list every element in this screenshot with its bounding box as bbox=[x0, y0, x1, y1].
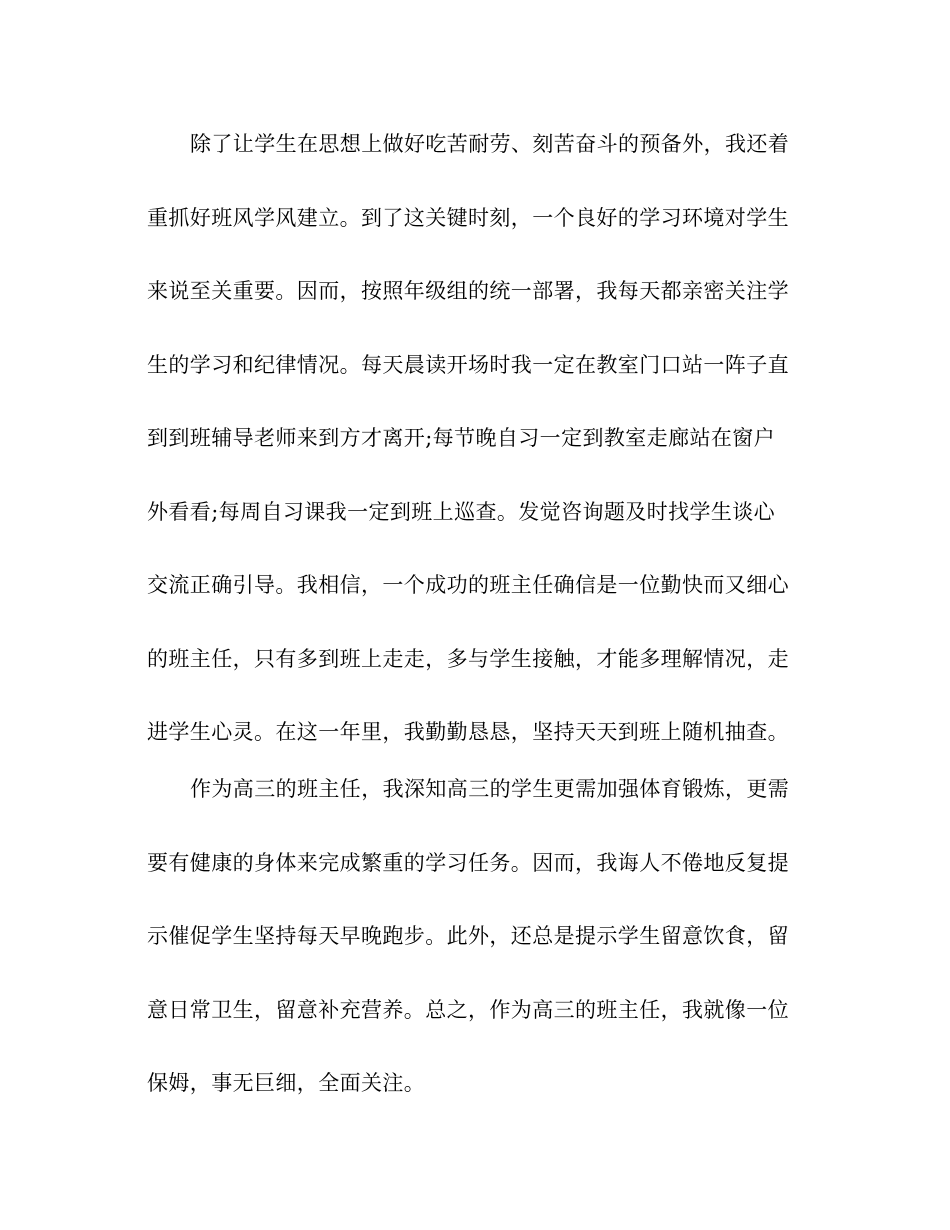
paragraph-line: 保姆，事无巨细，全面关注。 bbox=[147, 1071, 426, 1095]
paragraph-line: 的班主任，只有多到班上走走，多与学生接触，才能多理解情况，走 bbox=[147, 647, 789, 671]
paragraph-line: 到到班辅导老师来到方才离开;每节晚自习一定到教室走廊站在窗户 bbox=[147, 426, 776, 450]
paragraph-line: 作为高三的班主任，我深知高三的学生更需加强体育锻炼，更需 bbox=[190, 777, 790, 801]
paragraph-line: 交流正确引导。我相信，一个成功的班主任确信是一位勤快而又细心 bbox=[147, 573, 789, 597]
paragraph-line: 示催促学生坚持每天早晚跑步。此外，还总是提示学生留意饮食，留 bbox=[147, 924, 789, 948]
paragraph-line: 除了让学生在思想上做好吃苦耐劳、刻苦奋斗的预备外，我还着 bbox=[190, 132, 790, 156]
paragraph-line: 来说至关重要。因而，按照年级组的统一部署，我每天都亲密关注学 bbox=[147, 279, 789, 303]
paragraph-line: 意日常卫生，留意补充营养。总之，作为高三的班主任，我就像一位 bbox=[147, 998, 789, 1022]
paragraph-line: 外看看;每周自习课我一定到班上巡查。发觉咨询题及时找学生谈心 bbox=[147, 500, 776, 524]
paragraph-line: 进学生心灵。在这一年里，我勤勤恳恳，坚持天天到班上随机抽查。 bbox=[147, 720, 789, 744]
paragraph-line: 生的学习和纪律情况。每天晨读开场时我一定在教室门口站一阵子直 bbox=[147, 353, 789, 377]
paragraph-line: 要有健康的身体来完成繁重的学习任务。因而，我诲人不倦地反复提 bbox=[147, 851, 789, 875]
paragraph-line: 重抓好班风学风建立。到了这关键时刻，一个良好的学习环境对学生 bbox=[147, 206, 789, 230]
